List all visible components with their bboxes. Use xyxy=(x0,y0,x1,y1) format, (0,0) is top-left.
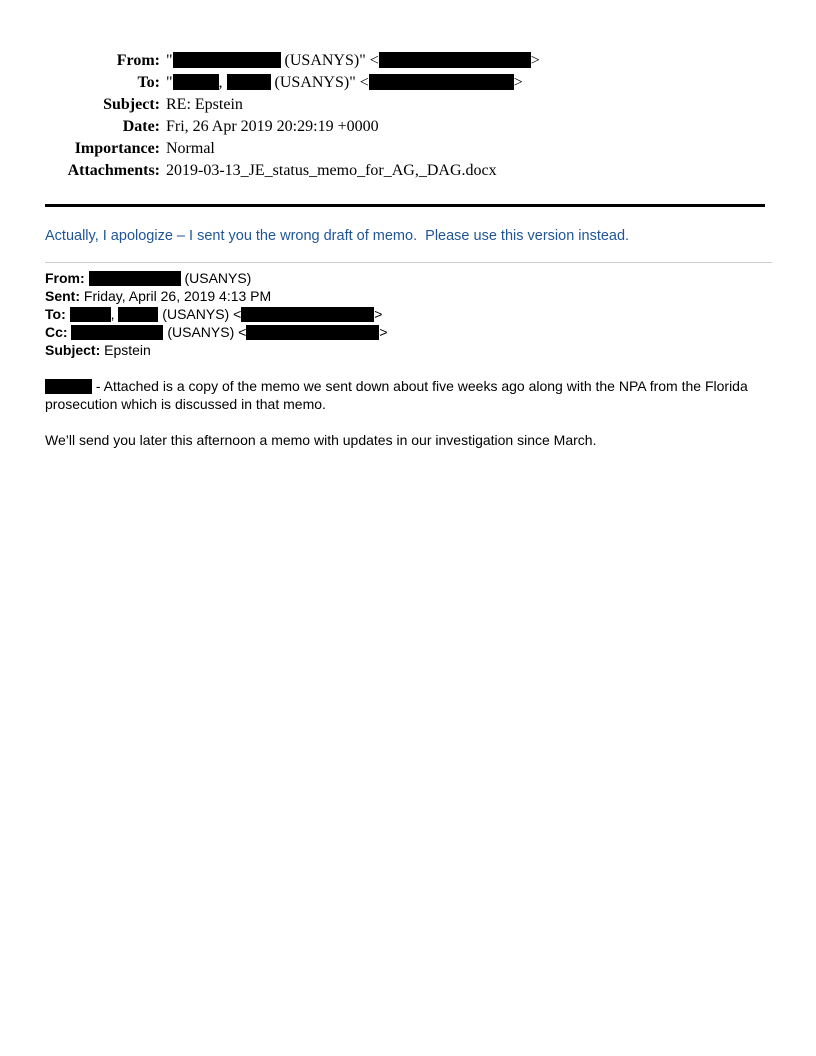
text-fragment: (USANYS) < xyxy=(158,306,242,322)
email-metadata-header xyxy=(40,50,816,182)
from-label: From: xyxy=(116,52,160,69)
to-label: To: xyxy=(137,74,160,91)
header-divider-rule xyxy=(45,204,765,207)
text-fragment: > xyxy=(513,74,523,91)
date-label: Date: xyxy=(122,118,160,135)
quoted-to-line xyxy=(45,305,816,323)
importance-label: Importance: xyxy=(74,140,160,157)
attachments-label: Attachments: xyxy=(67,162,160,179)
redaction-bar xyxy=(45,379,92,394)
body-text-line1: - Attached is a copy of the memo we sent down about five weeks ago along with the NPA from the Florida xyxy=(92,378,748,394)
text-fragment: (USANYS) xyxy=(180,270,252,286)
quoted-sent-line xyxy=(45,287,816,305)
quoted-message-divider xyxy=(45,262,772,263)
redaction-bar xyxy=(227,74,271,90)
redaction-bar xyxy=(241,307,374,322)
quoted-subject-line xyxy=(45,341,816,359)
redaction-bar xyxy=(89,271,181,286)
quoted-sent-label: Sent: xyxy=(45,288,80,304)
importance-value: Normal xyxy=(166,140,215,157)
quoted-cc-label: Cc: xyxy=(45,324,68,340)
subject-value: RE: Epstein xyxy=(166,96,243,113)
quoted-subject-value: Epstein xyxy=(100,342,151,358)
quoted-cc-line xyxy=(45,323,816,341)
redaction-bar xyxy=(173,74,219,90)
attachment-filename: 2019-03-13_JE_status_memo_for_AG,_DAG.docx xyxy=(166,162,497,179)
quoted-email-header xyxy=(45,269,816,359)
to-value xyxy=(166,72,816,94)
body-text-line2: prosecution which is discussed in that memo. xyxy=(45,396,326,412)
quoted-subject-label: Subject: xyxy=(45,342,101,358)
note-text: Actually, I apologize – I sent you the wrong draft of memo. Please use this version instead. xyxy=(45,228,630,244)
subject-label: Subject: xyxy=(103,96,160,113)
redaction-bar xyxy=(369,74,514,90)
text-fragment: , xyxy=(218,74,227,91)
from-value xyxy=(166,50,816,72)
redaction-bar xyxy=(173,52,281,68)
redaction-bar xyxy=(246,325,379,340)
text-fragment: " xyxy=(166,52,173,69)
email-body xyxy=(45,377,816,449)
quoted-to-label: To: xyxy=(45,306,66,322)
body-paragraph-1 xyxy=(45,377,816,413)
text-fragment: , xyxy=(110,306,119,322)
text-fragment: > xyxy=(530,52,540,69)
text-fragment: > xyxy=(374,306,383,322)
redaction-bar xyxy=(379,52,531,68)
text-fragment: " xyxy=(166,74,173,91)
quoted-sent-value: Friday, April 26, 2019 4:13 PM xyxy=(80,288,272,304)
date-value: Fri, 26 Apr 2019 20:29:19 +0000 xyxy=(166,118,379,135)
redaction-bar xyxy=(118,307,158,322)
text-fragment: (USANYS)" < xyxy=(280,52,379,69)
body-paragraph-2: We’ll send you later this afternoon a memo with updates in our investigation since March. xyxy=(45,432,597,448)
redaction-bar xyxy=(70,307,111,322)
quoted-from-label: From: xyxy=(45,270,85,286)
redaction-bar xyxy=(71,325,163,340)
text-fragment: (USANYS) < xyxy=(163,324,247,340)
text-fragment: > xyxy=(379,324,388,340)
text-fragment: (USANYS)" < xyxy=(270,74,369,91)
quoted-from-line xyxy=(45,269,816,287)
